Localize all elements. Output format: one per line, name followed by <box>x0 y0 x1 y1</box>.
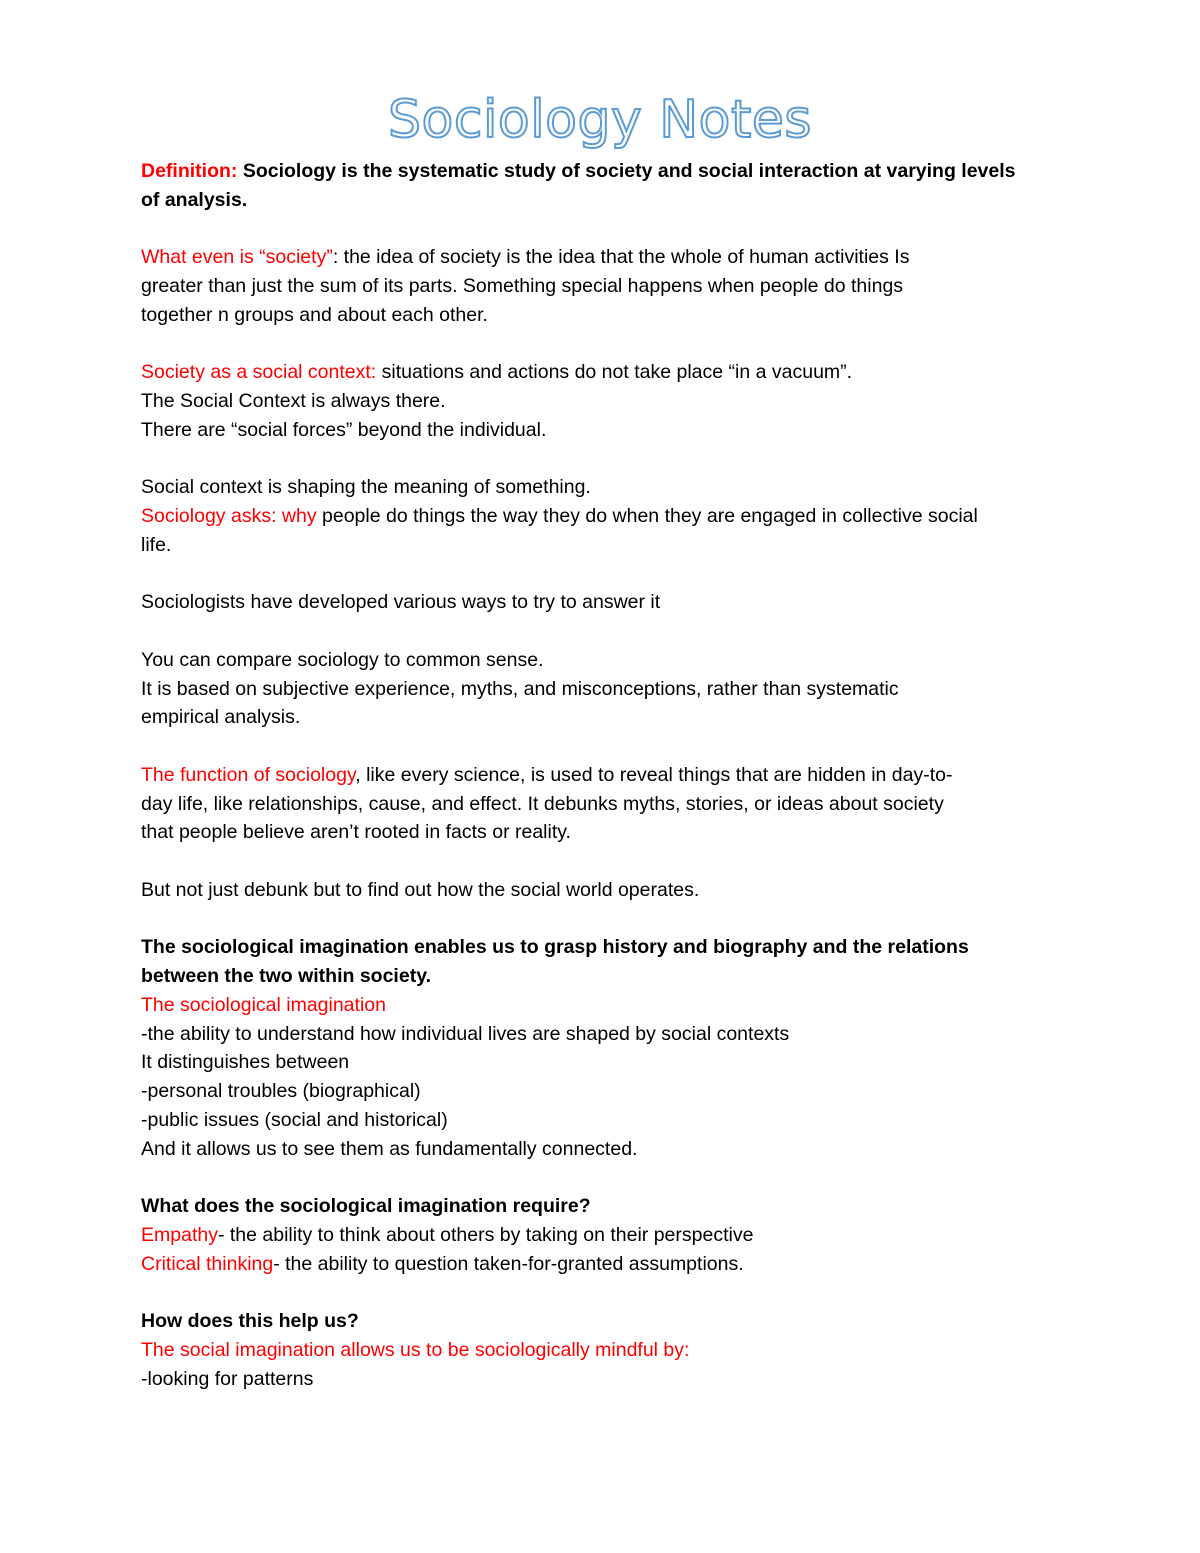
highlighted-term: Empathy <box>141 1223 218 1246</box>
highlighted-term: Critical thinking <box>141 1252 274 1275</box>
text-segment: greater than just the sum of its parts. Something special happens when people do things <box>141 275 904 297</box>
text-line <box>141 1221 1071 1250</box>
text-segment: The Social Context is always there. <box>141 390 446 412</box>
text-line <box>141 1048 1071 1077</box>
text-line <box>141 703 1071 732</box>
text-line <box>141 1250 1071 1279</box>
text-segment: people do things the way they do when they are engaged in collective social <box>322 505 978 527</box>
text-segment: that people believe aren’t rooted in facts or reality. <box>141 821 571 844</box>
text-line <box>141 531 1071 560</box>
highlighted-term: The function of sociology <box>141 763 356 786</box>
text-line <box>141 301 1071 330</box>
highlighted-term: Definition: <box>141 160 243 182</box>
text-segment: The sociological imagination enables us to grasp history and biography and the relations <box>141 936 969 959</box>
highlighted-term: Society as a social context: <box>141 361 382 384</box>
text-line <box>141 186 1071 215</box>
text-line <box>141 588 1071 617</box>
text-segment: And it allows us to see them as fundamentally connected. <box>141 1137 638 1160</box>
text-line <box>141 1365 1071 1394</box>
text-line <box>141 876 1071 905</box>
text-segment: : the idea of society is the idea that the whole of human activities Is <box>332 246 910 269</box>
text-segment: Sociologists have developed various ways to try to answer it <box>141 591 661 614</box>
text-segment: There are “social forces” beyond the individual. <box>141 418 547 441</box>
text-line <box>141 761 1071 790</box>
text-segment: day life, like relationships, cause, and effect. It debunks myths, stories, or ideas about society <box>141 792 944 815</box>
text-segment: between the two within society. <box>141 965 432 987</box>
text-segment: How does this help us? <box>141 1310 359 1332</box>
blank-line <box>141 560 1071 589</box>
text-line <box>141 1307 1071 1336</box>
text-segment: You can compare sociology to common sense. <box>141 648 544 671</box>
text-line <box>141 1192 1071 1221</box>
text-line <box>141 157 1071 186</box>
text-segment: Sociology is the systematic study of society and social interaction at varying levels <box>242 160 1016 182</box>
text-segment: What does the sociological imagination require? <box>141 1195 591 1217</box>
text-line <box>141 818 1071 847</box>
text-line <box>141 387 1071 416</box>
text-line <box>141 272 1071 301</box>
blank-line <box>141 215 1071 244</box>
text-line <box>141 243 1071 272</box>
text-line <box>141 1336 1071 1365</box>
text-segment: Social context is shaping the meaning of something. <box>141 476 591 499</box>
text-segment: - the ability to question taken-for-granted assumptions. <box>273 1252 744 1275</box>
text-line <box>141 991 1071 1020</box>
text-segment: -the ability to understand how individual lives are shaped by social contexts <box>141 1022 790 1045</box>
text-segment: empirical analysis. <box>141 706 301 729</box>
blank-line <box>141 847 1071 876</box>
text-segment: It distinguishes between <box>141 1051 350 1074</box>
blank-line <box>141 445 1071 474</box>
text-segment: situations and actions do not take place “in a vacuum”. <box>381 361 853 384</box>
blank-line <box>141 330 1071 359</box>
blank-line <box>141 1278 1071 1307</box>
text-segment: It is based on subjective experience, myths, and misconceptions, rather than systematic <box>141 677 899 700</box>
text-line <box>141 1106 1071 1135</box>
document-body <box>141 157 1071 1393</box>
highlighted-term: The sociological imagination <box>141 993 386 1016</box>
text-segment: - the ability to think about others by taking on their perspective <box>217 1223 754 1246</box>
text-line <box>141 358 1071 387</box>
text-segment: of analysis. <box>141 188 248 211</box>
text-segment: -personal troubles (biographical) <box>141 1080 421 1102</box>
text-line <box>141 1077 1071 1106</box>
text-segment: -looking for patterns <box>141 1367 314 1390</box>
text-segment: But not just debunk but to find out how the social world operates. <box>141 878 700 901</box>
text-line <box>141 933 1071 962</box>
text-segment: , like every science, is used to reveal things that are hidden in day-to- <box>355 763 953 786</box>
text-line <box>141 675 1071 704</box>
text-line <box>141 502 1071 531</box>
blank-line <box>141 617 1071 646</box>
blank-line <box>141 1163 1071 1192</box>
text-segment: together n groups and about each other. <box>141 303 488 326</box>
blank-line <box>141 732 1071 761</box>
blank-line <box>141 905 1071 934</box>
text-line <box>141 473 1071 502</box>
text-line <box>141 790 1071 819</box>
text-segment: -public issues (social and historical) <box>141 1108 448 1131</box>
text-line <box>141 646 1071 675</box>
highlighted-term: What even is “society” <box>141 246 333 269</box>
highlighted-term: Sociology asks: why <box>141 505 322 527</box>
text-line <box>141 962 1071 991</box>
text-line <box>141 1135 1071 1164</box>
highlighted-term: The social imagination allows us to be sociologically mindful by: <box>141 1338 690 1361</box>
text-line <box>141 416 1071 445</box>
page-title: Sociology Notes <box>388 90 812 150</box>
text-line <box>141 1020 1071 1049</box>
text-segment: life. <box>141 533 172 556</box>
